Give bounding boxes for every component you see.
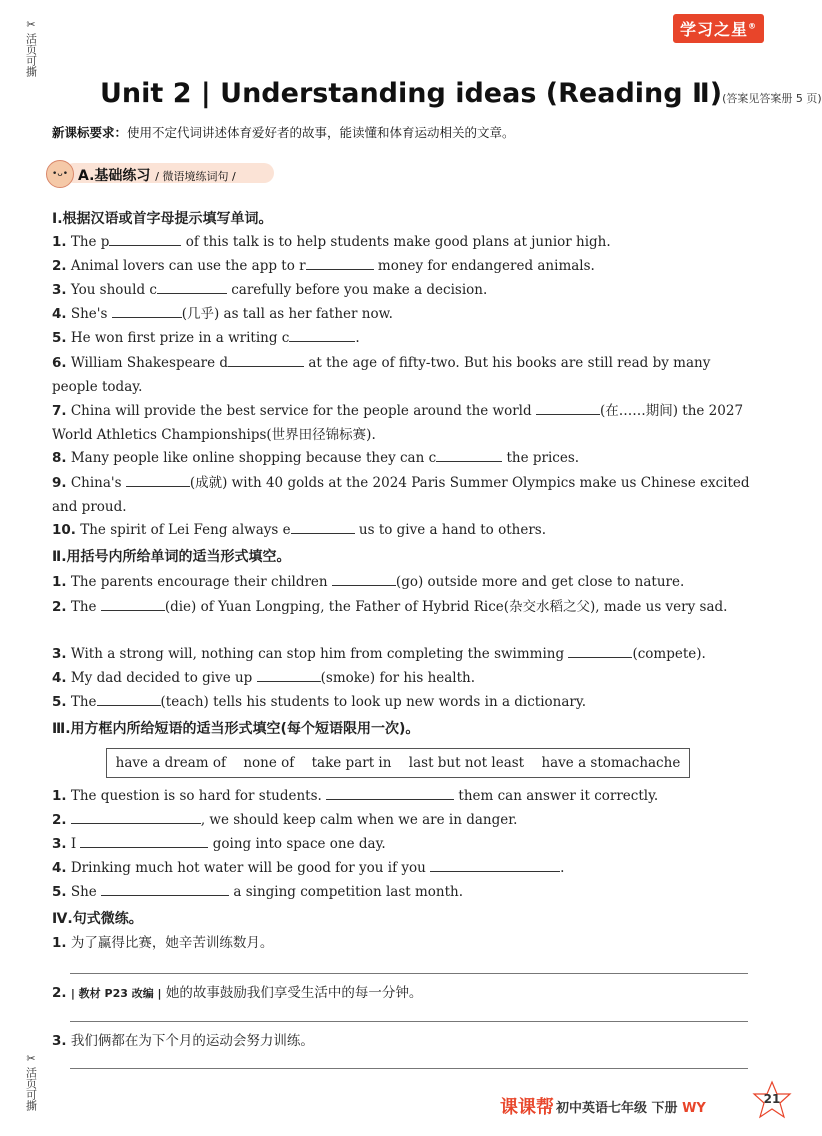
answer-blank[interactable] [289,327,355,342]
tear-off-label: 活页可撕 [24,1067,38,1111]
translation-item: 1. 为了赢得比赛，她辛苦训练数月。 [52,935,274,951]
tear-off-label: 活页可撕 [24,33,38,77]
question-item: 6. William Shakespeare d at the age of fifty-two. But his books are still read by many people today. [52,351,752,399]
answer-blank[interactable] [80,833,208,848]
scissors-icon: ✂ [26,18,36,31]
part4-heading: Ⅳ.句式微练。 [52,911,143,927]
answer-blank[interactable] [430,857,560,872]
phrase-option: take part in [311,755,392,771]
answer-blank[interactable] [126,472,190,487]
textbook-tag: | 教材 P23 改编 | [70,987,162,1000]
answer-blank[interactable] [332,571,396,586]
scissors-icon: ✂ [26,1052,36,1065]
question-item: 9. China's (成就) with 40 golds at the 2024 Paris Summer Olympics make us Chinese excited and proud. [52,471,752,519]
page-number-badge [752,1080,792,1120]
question-item: 2. Animal lovers can use the app to r money for endangered animals. [52,255,595,276]
answer-line[interactable] [70,973,748,974]
question-item: 1. The p of this talk is to help students make good plans at junior high. [52,231,611,252]
answer-line[interactable] [70,1021,748,1022]
part2-heading: Ⅱ.用括号内所给单词的适当形式填空。 [52,549,291,565]
answer-blank[interactable] [436,447,502,462]
phrase-box [106,748,690,778]
question-item: 1. The question is so hard for students. them can answer it correctly. [52,785,658,806]
answer-blank[interactable] [97,691,161,706]
answer-blank[interactable] [306,255,374,270]
question-item: 3. I going into space one day. [52,833,386,854]
question-item: 10. The spirit of Lei Feng always e us to give a hand to others. [52,519,546,540]
answer-line[interactable] [70,1068,748,1069]
translation-item: 2. | 教材 P23 改编 | 她的故事鼓励我们享受生活中的每一分钟。 [52,985,423,1001]
answer-blank[interactable] [257,667,321,682]
question-item: 7. China will provide the best service for the people around the world (在……期间) the 2027 World Athletics Championships(世界田径锦标赛). [52,399,752,447]
page-number: 21 [763,1092,781,1106]
answer-blank[interactable] [109,231,181,246]
page-title: Unit 2 | Understanding ideas (Reading Ⅱ)(答案见答案册 5 页) [100,78,822,109]
question-item: 5. She a singing competition last month. [52,881,463,902]
section-a-header: •ᴗ• A.基础练习 / 微语境练词句 / [46,160,276,186]
mascot-icon: •ᴗ• [46,160,74,188]
footer-book-info: 初中英语七年级 下册 WY [556,1101,706,1116]
answer-blank[interactable] [568,643,632,658]
question-item: 3. With a strong will, nothing can stop him from completing the swimming (compete). [52,643,706,664]
footer-brand: 课课帮 [500,1097,554,1118]
phrase-option: last but not least [408,755,525,771]
answer-blank[interactable] [157,279,227,294]
phrase-option: have a dream of [115,755,227,771]
translation-item: 3. 我们俩都在为下个月的运动会努力训练。 [52,1033,314,1049]
question-item: 2. , we should keep calm when we are in danger. [52,809,517,830]
tear-off-marker-bottom [14,1052,48,1111]
phrase-option: have a stomachache [541,755,681,771]
tear-off-marker-top [14,18,48,77]
question-item: 1. The parents encourage their children (go) outside more and get close to nature. [52,571,684,592]
answer-blank[interactable] [101,881,229,896]
answer-note: (答案见答案册 5 页) [722,92,822,105]
brand-logo: 学习之星® [673,14,764,43]
answer-blank[interactable] [71,809,201,824]
curriculum-requirement: 新课标要求：使用不定代词讲述体育爱好者的故事，能读懂和体育运动相关的文章。 [52,125,515,140]
question-item: 5. He won first prize in a writing c . [52,327,360,348]
answer-blank[interactable] [536,400,600,415]
answer-blank[interactable] [112,303,182,318]
phrase-option: none of [243,755,295,771]
answer-blank[interactable] [228,352,304,367]
question-item: 4. My dad decided to give up (smoke) for his health. [52,667,475,688]
question-item: 2. The (die) of Yuan Longping, the Father of Hybrid Rice(杂交水稻之父), made us very sad. [52,595,752,619]
answer-blank[interactable] [291,519,355,534]
answer-blank[interactable] [101,596,165,611]
question-item: 5. The (teach) tells his students to look up new words in a dictionary. [52,691,586,712]
question-item: 3. You should c carefully before you make a decision. [52,279,487,300]
question-item: 8. Many people like online shopping because they can c the prices. [52,447,579,468]
part3-heading: Ⅲ.用方框内所给短语的适当形式填空(每个短语限用一次)。 [52,721,420,737]
answer-blank[interactable] [326,785,454,800]
part1-heading: Ⅰ.根据汉语或首字母提示填写单词。 [52,211,273,227]
question-item: 4. Drinking much hot water will be good for you if you . [52,857,564,878]
question-item: 4. She's (几乎) as tall as her father now. [52,303,393,324]
